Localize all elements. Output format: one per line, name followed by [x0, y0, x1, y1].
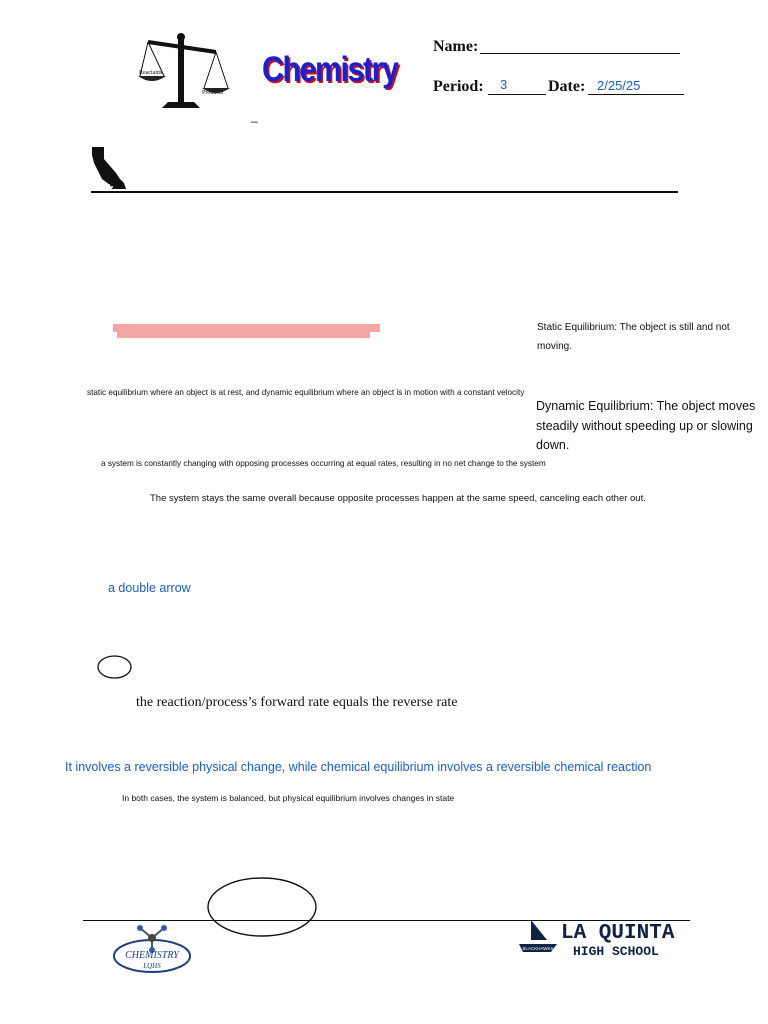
- period-field[interactable]: [488, 94, 546, 95]
- double-arrow-answer: a double arrow: [108, 581, 191, 595]
- small-oval-shape: [97, 655, 132, 679]
- products-label: Products: [202, 90, 223, 96]
- forward-rate-answer: the reaction/process’s forward rate equals the reverse rate: [136, 695, 458, 710]
- name-label: Name:: [433, 38, 479, 55]
- name-field[interactable]: [480, 53, 680, 54]
- chemistry-logo-text: CHEMISTRY: [125, 950, 179, 961]
- large-oval-shape: [206, 876, 318, 938]
- reactants-label: Reactants: [139, 70, 163, 76]
- la-quinta-high-school-logo: [517, 918, 687, 962]
- static-dynamic-definition: static equilibrium where an object is at rest, and dynamic equilibrium where an object is in motion with a constant velocity: [87, 388, 525, 397]
- blackhawks-badge-text: BLACKHAWKS: [522, 946, 554, 951]
- california-icon: [90, 145, 132, 191]
- system-definition: a system is constantly changing with opposing processes occurring at equal rates, resulting in no net change to the system: [101, 459, 546, 468]
- both-cases-note: In both cases, the system is balanced, but physical equilibrium involves changes in state: [122, 793, 455, 803]
- dynamic-equilibrium-note: Dynamic Equilibrium: The object moves steadily without speeding up or slowing down.: [536, 399, 756, 452]
- tiny-mark: _: [251, 109, 258, 123]
- header-divider: [91, 191, 678, 193]
- date-value: 2/25/25: [597, 78, 641, 93]
- high-school-text: HIGH SCHOOL: [573, 944, 659, 959]
- balance-scale-logo: [134, 32, 230, 112]
- highlight-mark: [113, 324, 380, 338]
- lqhs-logo-text: LQHS: [143, 962, 161, 970]
- la-quinta-text: LA QUINTA: [561, 922, 675, 945]
- physical-vs-chemical-answer: It involves a reversible physical change, while chemical equilibrium involves a reversible chemical reaction: [65, 760, 652, 774]
- date-label: Date:: [548, 78, 586, 95]
- system-same-explanation: The system stays the same overall because opposite processes happen at the same speed, canceling each other out.: [150, 493, 646, 504]
- chemistry-title: Chemistry: [262, 50, 398, 89]
- date-field[interactable]: [588, 94, 684, 95]
- static-equilibrium-note: Static Equilibrium: The object is still and not moving.: [537, 322, 730, 352]
- period-label: Period:: [433, 78, 484, 95]
- period-value: 3: [500, 77, 508, 92]
- chemistry-lqhs-logo: [110, 918, 194, 980]
